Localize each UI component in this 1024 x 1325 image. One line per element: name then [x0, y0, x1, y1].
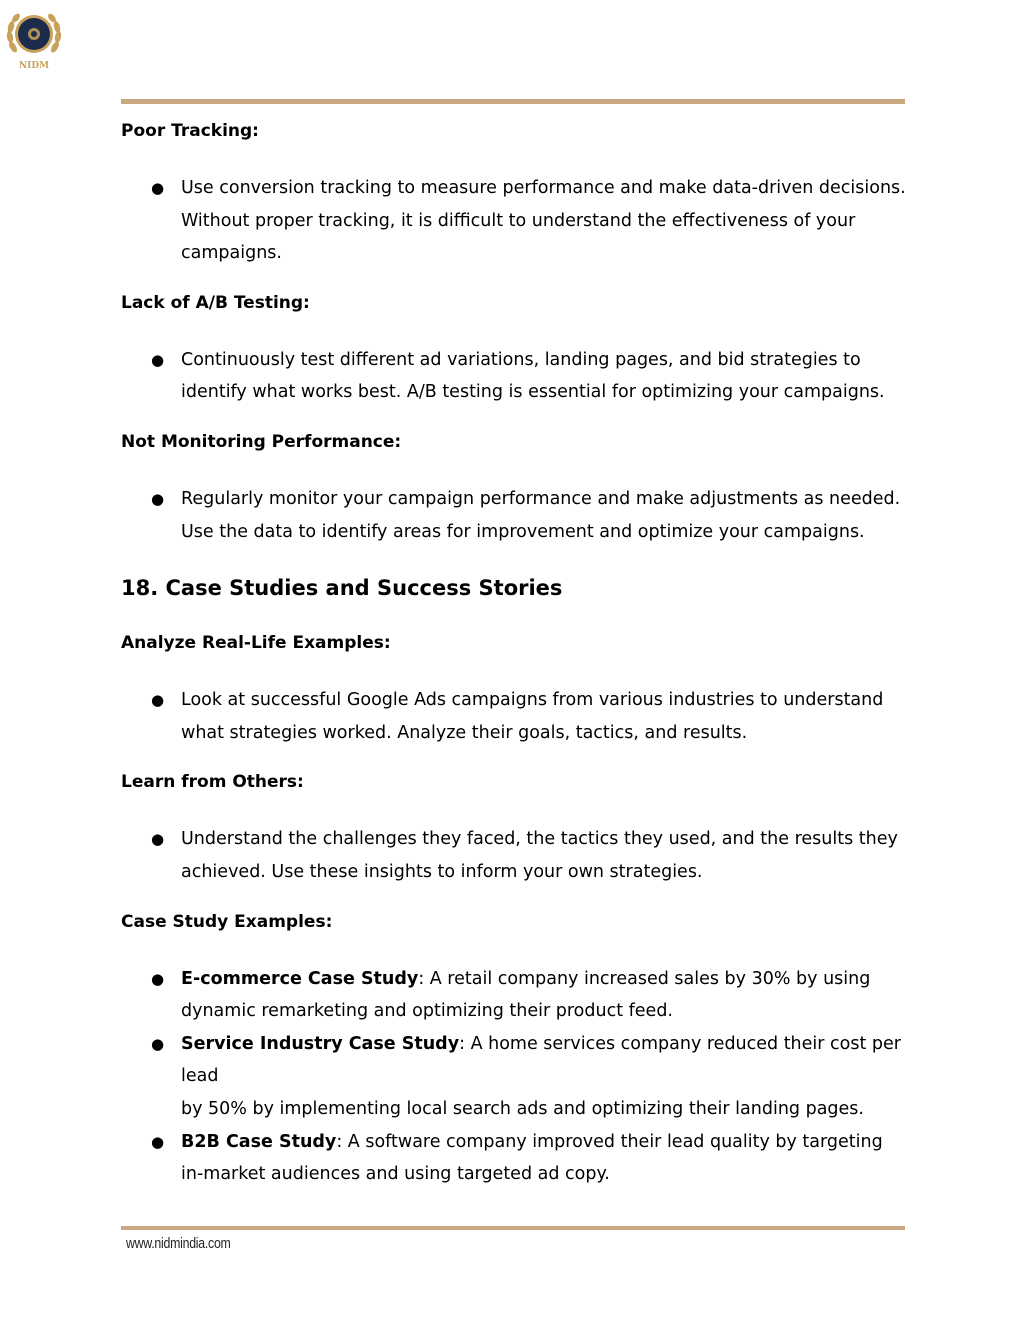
list-item-cont: what strategies worked. Analyze their goals, tactics, and results. [181, 722, 748, 743]
list-item-cont: in-market audiences and using targeted ad copy. [181, 1164, 610, 1185]
case-label: E-commerce Case Study [181, 968, 419, 989]
list-item-cont: achieved. Use these insights to inform your own strategies. [181, 861, 703, 882]
list-item: ● Continuously test different ad variations, landing pages, and bid strategies to [121, 344, 911, 377]
bullet-list [121, 684, 911, 749]
case-list [121, 963, 911, 1191]
document-body [121, 119, 911, 1191]
list-item-cont: Without proper tracking, it is difficult to understand the effectiveness of your [181, 210, 856, 231]
subheading: Not Monitoring Performance: [121, 431, 402, 452]
bullet-icon: ● [151, 691, 165, 710]
subheading: Poor Tracking: [121, 121, 259, 141]
subheading: Learn from Others: [121, 772, 304, 793]
bullet-icon: ● [151, 969, 165, 988]
list-item-cont: campaigns. [181, 243, 282, 264]
bullet-list [121, 823, 911, 888]
case-item: ● E-commerce Case Study: A retail company increased sales by 30% by using [121, 963, 911, 996]
case-item: ● Service Industry Case Study: A home services company reduced their cost per lead [121, 1028, 911, 1093]
bullet-icon: ● [151, 179, 165, 197]
list-item-cont: by 50% by implementing local search ads and optimizing their landing pages. [181, 1098, 864, 1119]
list-item: ● Look at successful Google Ads campaigns from various industries to understand [121, 684, 911, 717]
section-title: 18. Case Studies and Success Stories [121, 576, 563, 601]
list-item-cont: identify what works best. A/B testing is essential for optimizing your campaigns. [181, 382, 885, 403]
list-item: ● Regularly monitor your campaign performance and make adjustments as needed. [121, 483, 911, 516]
logo-text: NIDM [18, 61, 50, 71]
bullet-icon: ● [151, 830, 165, 849]
case-label: Service Industry Case Study [181, 1033, 460, 1054]
bullet-icon: ● [151, 1132, 165, 1151]
subheading: Lack of A/B Testing: [121, 292, 310, 313]
header-rule [121, 99, 905, 104]
list-item: ● Use conversion tracking to measure performance and make data-driven decisions. [121, 172, 911, 205]
bullet-icon: ● [151, 1034, 165, 1053]
case-item: ● B2B Case Study: A software company improved their lead quality by targeting [121, 1126, 911, 1159]
list-item-cont: Use the data to identify areas for improvement and optimize your campaigns. [181, 521, 865, 542]
list-item-cont: dynamic remarketing and optimizing their product feed. [181, 1001, 673, 1022]
footer-website: www.nidmindia.com [126, 1236, 231, 1252]
bullet-list [121, 483, 911, 548]
bullet-icon: ● [151, 489, 165, 508]
case-label: B2B Case Study [181, 1131, 337, 1152]
subheading: Case Study Examples: [121, 911, 333, 932]
subheading: Analyze Real-Life Examples: [121, 633, 391, 654]
bullet-list [121, 344, 911, 409]
list-item: ● Understand the challenges they faced, the tactics they used, and the results they [121, 823, 911, 856]
footer-rule [121, 1226, 905, 1230]
bullet-icon: ● [151, 350, 165, 369]
bullet-list [121, 172, 911, 270]
nidm-logo [5, 9, 63, 73]
